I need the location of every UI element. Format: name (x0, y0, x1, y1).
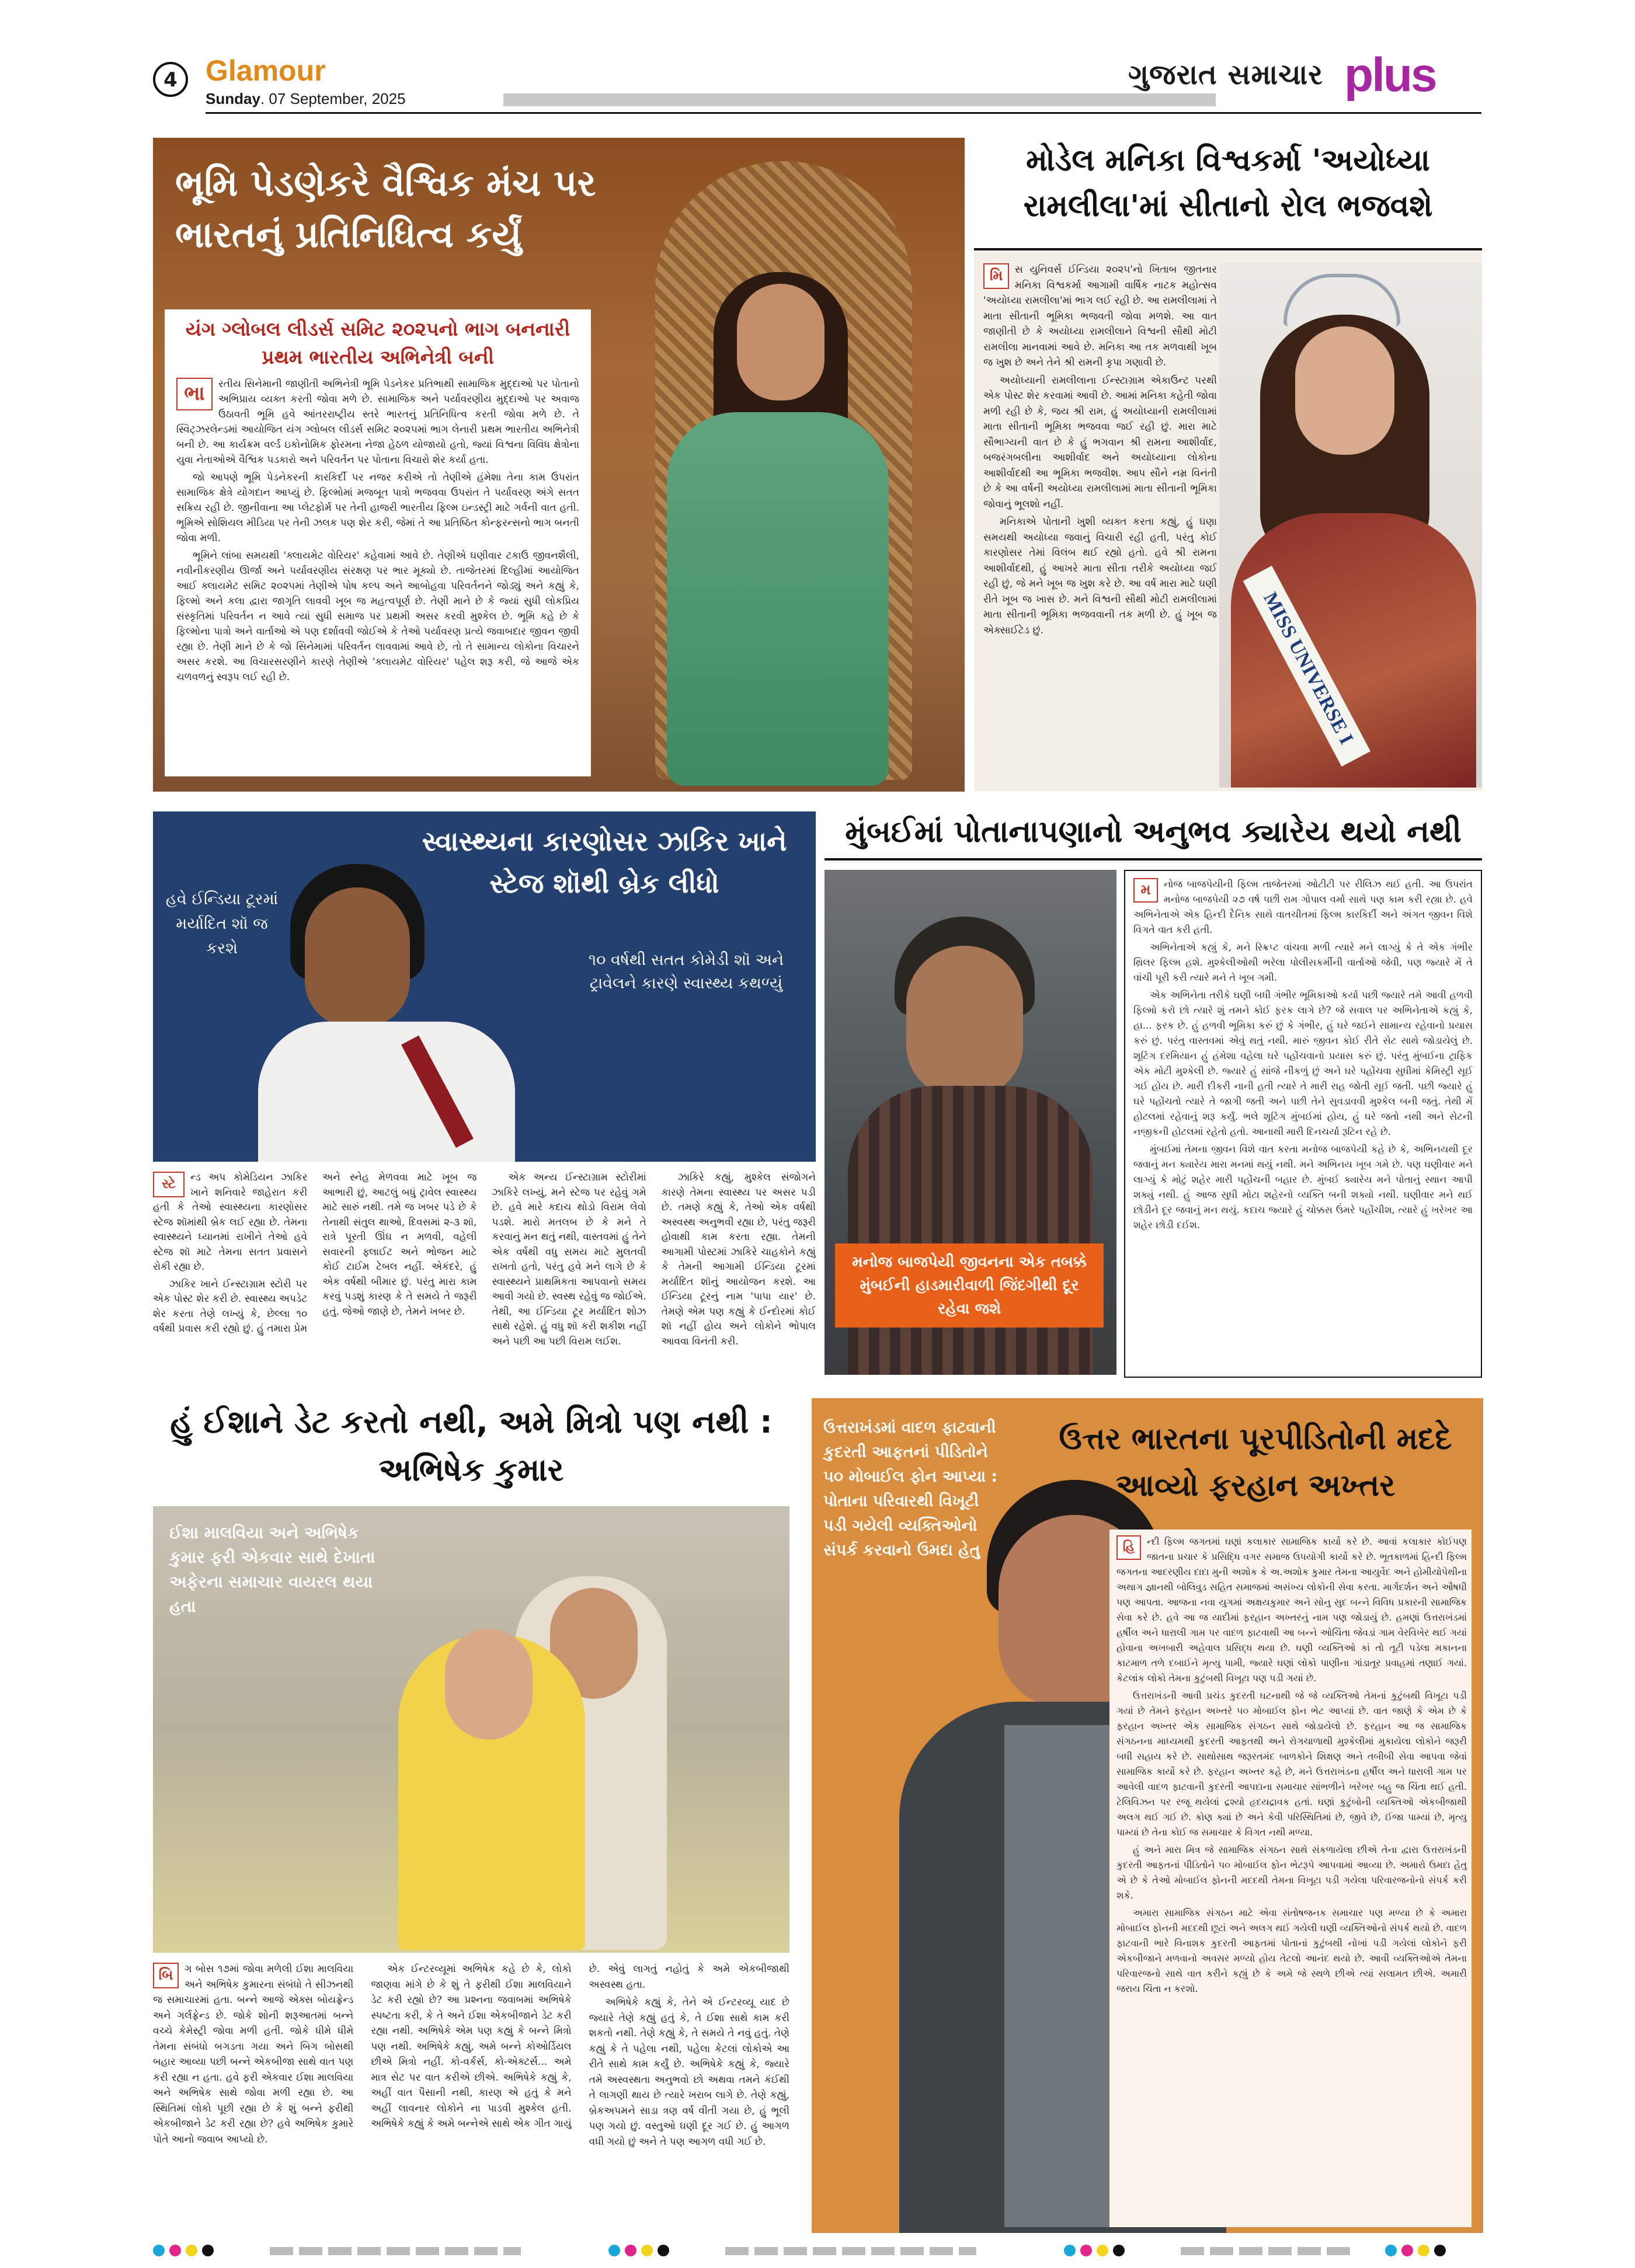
masthead-logo: ગુજરાત સમાચાર (1128, 58, 1324, 91)
manoj-paragraph: મુંબઈમાં તેમના જીવન વિશે વાત કરતા મનોજ બાજપેયી કહે છે કે, અભિનયથી દૂર જવાનું મન ક્યારેય મારા મનમાં થયું નથી. મને અભિનય ખૂબ ગમે છે. પણ ઘણીવાર મને લાગ્યું કે મોટું શહેર મારી પહોંચની બહાર છે. મુંબઈ ક્યારેય મને પોતાનું સ્થાન આપી શક્યું નથી. હું આજ સુધી મોટા શહેરનો વ્યક્તિ બની શક્યો નથી. ઘણીવાર મને થઈ છોડીને દૂર જવાનું મન થયું. કદાચ જ્યારે હું ચોક્કસ ઉંમરે પહોંચીશ, ત્યારે હું ખરેખર આ શહેર છોડી દઈશ. (1133, 1144, 1473, 1231)
manoj-paragraph: અભિનેતાએ કહ્યું કે, મને સ્ક્રિપ્ટ વાંચવા મળી ત્યારે મને લાગ્યું કે તે એક ગંભીર થ્રિલર ફિલ્મ હશે. મુશ્કેલીઓથી ભરેલા પોલીસકર્મીની વાર્તાઓ જેવી, પણ જ્યારે મેં તે વાંચી પૂરી કરી ત્યારે મને તે ખૂબ ગમી. (1133, 942, 1473, 983)
zakir-headline: સ્વાસ્થ્યના કારણોસર ઝાકિર ખાને સ્ટેજ શૉથી બ્રેક લીધો (422, 825, 787, 899)
manoj-caption: મનોજ બાજપેયી જીવનના એક તબક્કે મુંબઈની હાડમારીવાળી જિંદગીથી દૂર રહેવા જશે (835, 1243, 1104, 1328)
issue-date: 07 September, 2025 (269, 90, 406, 107)
abhishek-paragraph: એક ઈન્ટરવ્યૂમાં અભિષેક કહે છે કે, લોકો જાણવા માંગે છે કે શું તે ફરીથી ઈશા માલવિયાને ડેટ કરી રહ્યો છે? આ પ્રશ્નના જવાબમાં અભિષેકે સ્પષ્ટતા કરી, કે તે અને ઈશા એકબીજાને ડેટ કરી રહ્યા નથી. અભિષેકે એમ પણ કહ્યું કે બન્ને મિત્રો પણ નથી. અભિષેકે કહ્યું, અમે બન્ને કોઓર્ડિયલ છીએ મિત્રો નહીં. કો-વર્કર્સ, કો-એક્ટર્સ... અમે માત્ર સેટ પર વાત કરીએ છીએ. અભિષેકે કહ્યું કે, અહીં વાત પૈસાની નથી, કારણ એ હતું કે મને અહીં લાવનાર લોકોને ના પાડવી મુશ્કેલ હતી. અભિષેકે કહ્યું કે અમે બન્નેએ સાથે એક ગીત ગાયું છે. એવું લાગતું નહોતું કે અમે એકબીજાથી અસ્વસ્થ હતા. (371, 1963, 789, 2130)
woman-face (445, 1629, 533, 1740)
manika-paragraph: અયોધ્યાની રામલીલાના ઈન્સ્ટાગ્રામ એકાઉન્ટ પરથી એક પોસ્ટ શેર કરવામાં આવી છે. આમાં મનિકા કહેતી જોવા મળી રહી છે કે, જય શ્રી રામ, હું અયોધ્યાની રામલીલામાં માતા સીતાની ભૂમિકા ભજવવા જઈ રહી છું. મારા માટે સૌભાગ્યની વાત છે કે હું ભગવાન શ્રી રામના આશીર્વાદ, બજરંગબલીના આશીર્વાદ અને અયોધ્યાના લોકોના આશીર્વાદથી આ ભૂમિકા ભજવીશ. આપ સૌને નમ્ર વિનંતી છે કે આ વર્ષની અયોધ્યા રામલીલામાં માતા સીતાની ભૂમિકા જોવાનું ભૂલશો નહીં. (983, 374, 1217, 510)
bhumi-paragraph: રતીય સિનેમાની જાણીતી અભિનેત્રી ભૂમિ પેડનેકર પ્રતિભાથી સામાજિક મુદ્દાઓ પર પોતાનો અભિપ્રાય વ્યક્ત કરતી જોવા મળે છે. સામાજિક અને પર્યાવરણીય મુદ્દાઓ પર અવાજ ઉઠાવતી ભૂમિ હવે આંતરરાષ્ટ્રીય સ્તરે ભારતનું પ્રતિનિધિત્વ કરતી જોવા મળે છે. તે સ્વિટ્ઝરલેન્ડમાં આયોજિત યંગ ગ્લોબલ લીડર્સ સમિટ ૨૦૨૫માં ભાગ લેનારી પ્રથમ ભારતીય અભિનેત્રી બની છે. આ કાર્યક્રમ વર્લ્ડ ઇકોનોમિક ફોરમના નેજા હેઠળ યોજાયો હતો, જ્યાં વિશ્વના વિવિધ ક્ષેત્રોના યુવા નેતાઓએ વૈશ્વિક પડકારો અને પરિવર્તન પર પોતાના વિચારો શેર કર્યા હતા. (176, 378, 579, 466)
manika-face (1295, 326, 1394, 455)
zakir-paragraph: ન્ડ અપ કોમેડિયન ઝાકિર ખાને શનિવારે જાહેરાત કરી હતી કે તેઓ સ્વાસ્થ્યના કારણોસર સ્ટેજ શૉમાંથી બ્રેક લઈ રહ્યા છે. તેમના સ્વાસ્થ્યને ધ્યાનમાં રાખીને તેઓ હવે સ્ટેજ શૉ માટે તેમના સતત પ્રવાસને રોકી રહ્યા છે. (153, 1172, 308, 1273)
manoj-dropcap: મ (1133, 878, 1158, 903)
farhan-body (1116, 1534, 1467, 2223)
masthead-plus-logo: plus (1344, 48, 1436, 102)
manoj-shawl (848, 1086, 1093, 1375)
manoj-headline: મુંબઈમાં પોતાનાપણાનો અનુભવ ક્યારેય થયો નથી (845, 814, 1462, 849)
farhan-shirt (1004, 1725, 1121, 2227)
registration-dot-black (202, 2245, 214, 2256)
zakir-face (305, 887, 410, 1027)
zakir-callout-left: હવે ઈન્ડિયા ટૂરમાં મર્યાદિત શૉ જ કરશે (165, 890, 279, 957)
manika-sash: MISS UNIVERSE I (1243, 566, 1370, 767)
farhan-paragraph: ન્દી ફિલ્મ જગતમાં ઘણાં કલાકાર સામાજિક કાર્યો કરે છે. આવાં કલાકાર કોઈપણ જાતના પ્રચાર કે પ્રસિદ્ધિ વગર સમાજ ઉપયોગી કાર્યો કરે છે. ભૂતકાળમાં હિન્દી ફિલ્મ જગતના આદરણીય દાદા મુની અશોક કે અ.અશોક કુમાર તેમના આયુર્વેદ અને હોમીયોપેથીના અથાગ જ્ઞાનથી બોલિવુડ સહિત સમાજમાં અસંખ્ય લોકોની સેવા કરતા. માર્ગદર્શન અને ઔષધી પણ આપતા. આજના નવા યુગમાં અક્ષયકુમાર અને સોનુ સુદ બન્ને વિવિધ પ્રકારની સામાજિક સેવા કરે છે. હવે આ જ યાદીમાં ફરહાન અખ્તરનું નામ પણ જોડાયું છે. હમણાં ઉત્તરાખંડમાં હર્ષીલ અને ધારાલી ગામ પર વાદળ ફાટવાથી આ બન્ને ઓચિંતા જેવડાં ગામ વેરવિખેર થઈ ગયાં હોવાના અખબારી અહેવાલ પ્રસિદ્ધ થયા છે. ઘણી વ્યક્તિઓ કાં તો તૂટી પડેલા મકાનના કાટમાળ તળે દબાઈને મૃત્યુ પામી, જ્યારે ઘણાં લોકો પાણીના ગાંડાતૂર પ્રવાહમાં તણાઈ ગયાં. કેટલાંક લોકો તેમના કુટુંબથી વિખૂટા પણ પડી ગયાં છે. (1116, 1536, 1467, 1684)
registration-grey-strip (1181, 2247, 1356, 2255)
zakir-callout-right: ૧૦ વર્ષથી સતત કોમેડી શૉ અને ટ્રાવેલને કારણે સ્વાસ્થ્ય કથળ્યું (588, 951, 784, 992)
page-number: 4 (164, 68, 178, 92)
manika-dropcap: મિ (983, 263, 1009, 289)
zakir-shirt (258, 1022, 515, 1162)
zakir-paragraph: એક અન્ય ઈન્સ્ટાગ્રામ સ્ટોરીમાં ઝાકિરે લખ્યું, મને સ્ટેજ પર રહેવું ગમે છે. હવે મારે કદાચ થોડો વિરામ લેવો પડશે. મારો મતલબ છે કે મને તે કરવાનું મન થતું નથી, વાસ્તવમાં હું તેને એક વર્ષથી વધુ સમય માટે મુલતવી રાખતો હતો, પરંતુ હવે મને લાગે છે કે સ્વાસ્થ્યને પ્રાથમિકતા આપવાનો સમય આવી ગયો છે. સ્વસ્થ રહેવું જ જોઈએ. તેથી, આ ઈન્ડિયા ટૂર મર્યાદિત શોઝ સાથે રહેશે. હું વધુ શૉ કરી શકીશ નહીં અને પછી આ પછી વિરામ લઈશ. (492, 1172, 646, 1347)
registration-dot-magenta (169, 2245, 181, 2256)
registration-dots-group (608, 2245, 674, 2259)
farhan-paragraph: હું અને મારા મિત્ર જે સામાજિક સંગઠન સાથે સંકળાયેલા છીએ તેના દ્વારા ઉત્તરાખંડની કુદરતી આફતનાં પીડિતોને ૫૦ મોબાઈલ ફોન ભેટરૂપે આપવામાં આવ્યા છે. અમારો ઉમદા હેતુ એ છે કે તેઓ મોબાઈલ ફોનની મદદથી તેમના વિખૂટા પડી ગયેલા પરિવારજનોનો સંપર્ક કરી શકે. (1116, 1844, 1467, 1901)
manika-paragraph: સ યુનિવર્સ ઈન્ડિયા ૨૦૨૫'નો ખિતાબ જીતનાર મનિકા વિશ્વકર્મા આગામી વાર્ષિક નાટક મહોત્સવ 'અયોધ્યા રામલીલા'માં ભાગ લઈ રહી છે. આ રામલીલામાં તે માતા સીતાની ભૂમિકા ભજવતી જોવા મળશે. આ વાત જાણીતી છે કે અયોધ્યા રામલીલાને વિશ્વની સૌથી મોટી રામલીલા માનવામાં આવે છે. મનિકા આ તક મળવાથી ખૂબ જ ખુશ છે અને તેને શ્રી રામની કૃપા ગણાવી છે. (983, 264, 1217, 368)
section-title: Glamour (206, 54, 326, 87)
farhan-paragraph: અમારા સામાજિક સંગઠન માટે એવા સંતોષજનક સમાચાર પણ મળ્યા છે કે અમારા મોબાઈલ ફોનની મદદથી છૂટાં અને અલગ થઈ ગયેલી ઘણી વ્યક્તિઓનો સંપર્ક થયો છે. વાદળ ફાટવાની ભારે વિનાશક કુદરતી આફતમાં પોતાનાં કુટુંબથી નોખાં પડી ગયેલાં લોકોને ફરી એકબીજાને મળવાનો અવસર મળ્યો હોય તેટલો આનંદ થયો છે. આવી વ્યક્તિઓએ તેમના પરિવારજનો સાથે વાત કરીને કહ્યું છે કે અમે જે સ્થળે છીએ ત્યાં સલામત છીએ. અમારી જરાય ચિંતા ન કરશો. (1116, 1907, 1467, 1994)
header-grey-band (503, 93, 1216, 106)
manoj-paragraph: નોજ બાજપેયીની ફિલ્મ તાજેતરમાં ઓટીટી પર રીલિઝ થઈ હતી. આ ઉપરાંત મનોજ બાજપેયી ૨૭ વર્ષ પછી રામ ગોપાલ વર્મા સાથે પણ કામ કરી રહ્યા છે. હવે અભિનેતાએ એક હિન્દી દૈનિક સાથે વાતચીતમાં ફિલ્મ કારકિર્દી અને અંગત જીવન વિશે વિગતે વાત કરી હતી. (1133, 879, 1473, 935)
farhan-callout: ઉત્તરાખંડમાં વાદળ ફાટવાની કુદરતી આફતનાં પીડિતોને ૫૦ મોબાઈલ ફોન આપ્યા : પોતાના પરિવારથી વિખૂટી પડી ગયેલી વ્યક્તિઓનો સંપર્ક કરવાનો ઉમદા હેતુ (823, 1419, 998, 1559)
registration-dot-magenta (625, 2245, 636, 2256)
abhishek-dropcap: બિ (153, 1963, 179, 1988)
registration-dot-yellow (641, 2245, 653, 2256)
figure-face (737, 284, 825, 400)
manoj-face (906, 946, 1023, 1098)
registration-dot-yellow (186, 2245, 197, 2256)
manika-photo (1219, 262, 1482, 788)
registration-dots-group (153, 2245, 218, 2259)
registration-dot-black (1113, 2245, 1125, 2256)
manoj-body (1124, 870, 1482, 1378)
bhumi-dropcap: ભા (176, 378, 213, 410)
zakir-paragraph: ઝાકિરે કહ્યું, મુશ્કેલ સંજોગને કારણે તેમના સ્વાસ્થ્ય પર અસર પડી છે. તમણે કહ્યું કે, તેઓ એક વર્ષથી અસ્વસ્થ અનુભવી રહ્યા છે, પરંતુ જરૂરી હોવાથી કામ કરતા રહ્યા. તેમની આગામી પોસ્ટમાં ઝાકિરે ચાહકોને કહ્યું કે તેમની આગામી ઈન્ડિયા ટૂરમાં મર્યાદિત શૉનું આયોજન કરશે. આ ઈન્ડિયા ટૂરનું નામ 'પાપા યાર' છે. તેમણે એમ પણ કહ્યું કે ઈન્દોરમાં કોઈ શૉ નહીં હોય અને લોકોને ભોપાલ આવવા વિનંતી કરી. (661, 1172, 816, 1347)
manika-text-panel (974, 248, 1482, 791)
farhan-paragraph: ઉત્તરાખંડની આવી પ્રચંડ કુદરતી ઘટનાથી જે જે વ્યક્તિઓ તેમનાં કુટુંબથી વિખૂટા પડી ગયાં છે તેમને ફરહાન અખ્તરે ૫૦ મોબાઈલ ફોન ભેટ આપ્યાં છે. વાત જાણે કે એમ છે કે ફરહાન અખ્તર એક સામાજિક સંગઠન સાથે જોડાયેલો છે. ફરહાન આ જ સામાજિક સંગઠનના માધ્યમથી કુદરતી આફતથી અને રોગચાળાથી મુશ્કેલીમાં મુકાયેલા લોકોને જરૂરી બધી સહાય કરે છે. સાથોસાથ જરૂરતમંદ બાળકોને શિક્ષણ અને તબીબી સેવા આપવા જેવાં સામાજિક કાર્યો કરે છે. ફરહાન અખ્તર કહે છે, મને ઉત્તરાખંડના હર્ષીલ અને ધારાલી ગામ પર આવેલી વાદળ ફાટવાની કુદરતી આપદાના સમાચાર સાંભળીને ખરેખર બહુ જ ચિંતા થઈ હતી. ટેલિવિઝન પર રજૂ થયેલાં દ્રશ્યો હૃદયદ્રાવક હતાં. ઘણાં કુટુંબોની વ્યક્તિઓ એકબીજાથી અલગ થઈ ગઈ છે. કોણ ક્યાં છે અને કેવી પરિસ્થિતિમાં છે, જીવે છે, ઈજા પામ્યાં છે, મૃત્યુ પામ્યાં છે તેના કોઈ જ સમાચાર કે વિગત નથી મળ્યા. (1116, 1690, 1467, 1838)
registration-dot-cyan (1385, 2245, 1397, 2256)
bhumi-body (176, 377, 579, 771)
abhishek-paragraph: અભિષેકે કહ્યું કે, તેને એ ઈન્ટરવ્યૂ યાદ છે જ્યારે તેણે કહ્યું હતું કે, તે ઈશા સાથે કામ કરી શકતો નથી. તેણે કહ્યું કે, તે સમયે તે નવું હતું. તેણે કહ્યું કે તે પહેલા નથી, પહેલા કેટલાં લોકોએ આ રીતે સાથે કામ કર્યું છે. અભિષેકે કહ્યું કે, જ્યારે તમે અસ્વસ્થતા અનુભવો છો અથવા તમને કંઈથી તે લાગણી થાય છે ત્યારે ખરાબ લાગે છે. તેણે કહ્યું, બ્રેકઅપમને સાડા ત્રણ વર્ષ વીતી ગયા છે, હું ભૂલી પણ ગયો છું. વસ્તુઓ ઘણી દૂર ગઈ છે. હું આગળ વધી ગયો છું અને તે પણ આગળ વધી ગઈ છે. (589, 1997, 789, 2148)
zakir-body (153, 1170, 816, 1378)
page-number-badge (153, 62, 188, 97)
zakir-dropcap: સ્ટે (153, 1172, 185, 1197)
abhishek-caption: ઈશા માલવિયા અને અભિષેક કુમાર ફરી એકવાર સાથે દેખાતા અફેરના સમાચાર વાયરલ થયા હતા (169, 1523, 375, 1616)
page-header (153, 48, 1481, 124)
manoj-rule (825, 858, 1482, 860)
registration-dots-group (1385, 2245, 1450, 2259)
bhumi-headline: ભૂમિ પેડણેકરે વૈશ્વિક મંચ પર ભારતનું પ્રતિનિધિત્વ કર્યું (175, 162, 596, 256)
registration-dot-black (658, 2245, 669, 2256)
manoj-paragraph: એક અભિનેતા તરીકે ઘણી બધી ગંભીર ભૂમિકાઓ કર્યા પછી જ્યારે તમે આવી હળવી ફિલ્મો કરો છો ત્યારે શું તમને કોઈ ફરક લાગે છે? જે સવાલ પર અભિનેતાએ કહ્યું કે, હા... ફરક છે. હું હળવી ભૂમિકા કરું છું કે ગંભીર, હું ઘરે જઈને સામાન્ય રહેવાનો પ્રયાસ કરું છું. પરંતુ વાસ્તવમાં એવું થતું નથી. મારું જીવન કોઈ રીતે સેટ સાથે જોડાયેલું છે. શૂટિંગ દરમિયાન હું હંમેશા વહેલા ઘરે પહોંચવાનો પ્રયાસ કરું છું. પરંતુ મુંબઈના ટ્રાફિક એક મોટી મુશ્કેલી છે. જ્યારે હું સાંજે નીકળું છું અને ઘરે પહોંચવા સુધીમાં કેમિસ્ટ્રી સૂઈ ગઈ હોય છે. મારી દીકરી નાની હતી ત્યારે તે મારી રાહ જોતી સૂઈ જતી. પછી જ્યારે હું ઘરે પહોંચતો ત્યારે તે જાગી જતી અને પછી તેને સુવડાવવી મુશ્કેલ બની જતું. તેથી મેં હોટલમાં રહેવાનું શરૂ કર્યું. ભલે શૂટિંગ મુંબઈમાં હોય, હું ઘરે જતો નથી અને સેટની નજીકની હોટલમાં રહેતો હતો. આનાથી મારી દિનચર્યા રૂટિન રહે છે. (1133, 990, 1473, 1137)
abhishek-headline: હું ઈશાને ડેટ કરતો નથી, અમે મિત્રો પણ નથી : અભિષેક કુમાર (170, 1403, 773, 1488)
figure-green-dress (667, 412, 889, 786)
abhishek-paragraph: ગ બોસ ૧૭માં જોવા મળેલી ઈશા માલવિયા અને અભિષેક કુમારના સંબંધો તે સીઝનથી જ સમાચારમાં હતા. બન્ને આજે એક્સ બોયફ્રેન્ડ અને ગર્લફ્રેન્ડ છે. જોકે શોની શરૂઆતમાં બન્ને વચ્ચે કેમેસ્ટ્રી જોવા મળી હતી. જોકે ધીમે ધીમે તેમના સંબંધો બગડતા ગયા અને બિગ બોસથી બહાર આવ્યા પછી બન્ને એકબીજા સાથે વાત પણ કરી રહ્યા ન હતા. હવે ફરી એકવાર ઈશા માલવિયા અને અભિષેક સાથે જોવા મળી રહ્યા છે. આ સ્થિતિમાં લોકો પૂછી રહ્યા છે કે શું બન્ને ફરીથી એકબીજાને ડેટ કરી રહ્યા છે? હવે અભિષેક કુમારે પોતે આનો જવાબ આપ્યો છે. (153, 1963, 354, 2145)
farhan-dropcap: હિ (1116, 1535, 1141, 1560)
registration-dot-yellow (1418, 2245, 1429, 2256)
registration-dot-magenta (1401, 2245, 1413, 2256)
farhan-headline: ઉત્તર ભારતના પૂરપીડિતોની મદદે આવ્યો ફરહાન અખ્તર (1059, 1422, 1452, 1503)
bhumi-subhead: યંગ ગ્લોબલ લીડર્સ સમિટ ૨૦૨૫નો ભાગ બનનારી પ્રથમ ભારતીય અભિનેત્રી બની (185, 318, 570, 368)
manika-paragraph: મનિકાએ પોતાની ખુશી વ્યક્ત કરતા કહ્યું, હું ઘણા સમયથી અયોધ્યા જવાનું વિચારી રહી હતી, પરંતુ કોઈ કારણોસર તેમાં વિલંબ થઈ રહ્યો હતો. હવે શ્રી રામના આશીર્વાદથી, હું આખરે માતા સીતા તરીકે અયોધ્યા જઈ રહી છું, જે મને ખૂબ જ ખુશ કરે છે. આ વર્ષ મારા માટે ઘણી રીતે ખૂબ જ ખાસ છે. મને વિશ્વની સૌથી મોટી રામલીલામાં માતા સીતાની ભૂમિકા ભજવવાની તક મળી છે. હું ખૂબ જ એક્સાઈટેડ છું. (983, 516, 1217, 636)
manika-body (983, 262, 1217, 782)
zakir-paragraph: ઝાકિર ખાને ઈન્સ્ટાગ્રામ સ્ટોરી પર એક પોસ્ટ શેર કરી છે. સ્વાસ્થ્ય અપડેટ શેર કરતા તેણે લખ્યું કે, છેલ્લા ૧૦ વર્ષથી પ્રવાસ કરી રહ્યો છું. હું તમારા પ્રેમ અને સ્નેહ મેળવવા માટે ખૂબ જ આભારી છું, આટલું બધું ટ્રાવેલ સ્વાસ્થ્ય માટે સારું નથી. તમે જ ખબર પડે છે કે તેનાથી સંતુલ થાઓ, દિવસમાં ૨-૩ શૉ, રાત્રે પૂરતી ઊંઘ ન મળવી, વહેલી સવારની ફ્લાઈટ અને ભોજન માટે કોઈ ટાઈમ ટેબલ નહીં. એકંદરે, હું એક વર્ષથી બીમાર છું. પરંતુ મારા કામ કરવું પડશું કારણ કે તે સમયે તે જરૂરી હતું. જેઓ જાણે છે, તેમને ખબર છે. (153, 1172, 477, 1335)
bhumi-paragraph: ભૂમિને લાંબા સમયથી 'ક્લાયમેટ વોરિયર' કહેવામાં આવે છે. તેણીએ ઘણીવાર ટકાઉ જીવનશૈલી, નવીનીકરણીય ઊર્જા અને પર્યાવરણીય સંરક્ષણ પર ભાર મૂક્યો છે. તાજેતરમાં દિલ્હીમાં આયોજિત આઈ ક્લાયમેટ સમિટ ૨૦૨૫માં તેણીએ પોષ કલ્પ અને આબોહવા પરિવર્તનને જોડ્યું અને કહ્યું કે, ફિલ્મો અને કલા દ્વારા જાગૃતિ લાવવી ખૂબ જ મહત્વપૂર્ણ છે. તેણી માને છે કે જ્યાં સુધી લોકપ્રિય સંસ્કૃતિમાં પરિવર્તન ન આવે ત્યાં સુધી સમાજ પર પ્રથમી અસર કરવી મુશ્કેલ છે. ભૂમિ કહે છે કે ફિલ્મોના પાત્રો અને વાર્તાઓ એ પણ દર્શાવવી જોઈએ કે તેઓ પર્યાવરણ પ્રત્યે જવાબદાર જીવન જીવી રહ્યા છે. તેણી માને છે કે જો સિનેમામાં પરિવર્તન લાવવામાં આવે છે, તો તે સામાન્ય લોકોના વિચારને અસર કરશે. આ વિચારસરણીને કારણે તેણીએ 'ક્લાયમેટ વોરિયર' પહેલ શરૂ કરી, જે આજે એક ચળવળનું સ્વરૂપ લઈ રહી છે. (176, 550, 579, 683)
bhumi-text-panel (165, 309, 591, 776)
header-rule (206, 112, 1481, 114)
date-separator: . (260, 90, 269, 107)
registration-dot-yellow (1097, 2245, 1108, 2256)
manika-headline: મોડેલ મનિકા વિશ્વકર્મા 'અયોધ્યા રામલીલા'માં સીતાનો રોલ ભજવશે (1023, 143, 1433, 224)
registration-dot-cyan (153, 2245, 165, 2256)
issue-date-line (206, 90, 406, 108)
registration-grey-strip (725, 2247, 976, 2255)
abhishek-body (153, 1962, 789, 2233)
registration-dot-cyan (1064, 2245, 1076, 2256)
issue-day: Sunday (206, 90, 260, 107)
print-registration-marks (153, 2245, 1481, 2257)
registration-dot-black (1434, 2245, 1446, 2256)
bhumi-paragraph: જો આપણે ભૂમિ પેડનેકરની કારકિર્દી પર નજર કરીએ તો તેણીએ હંમેશા તેના કામ ઉપરાંત સામાજિક ક્ષેત્રે યોગદાન આપ્યું છે. ફિલ્મોમાં મજબૂત પાત્રો ભજવવા ઉપરાંત તે પર્યાવરણ અંગે સતત સક્રિય રહી છે. જીનીવાના આ પ્લેટફોર્મ પર તેની હાજરી ભારતીય ફિલ્મ ઇન્ડસ્ટ્રી માટે ગર્વની વાત હતી. ભૂમિએ સોશિયલ મીડિયા પર તેની ઝલક પણ શેર કરી, જેમાં તે આ પ્રતિષ્ઠિત કોન્ફરન્સનો ભાગ બનતી જોવા મળી. (176, 472, 579, 544)
registration-dot-magenta (1080, 2245, 1092, 2256)
registration-dots-group (1064, 2245, 1129, 2259)
registration-dot-cyan (608, 2245, 620, 2256)
registration-grey-strip (270, 2247, 521, 2255)
